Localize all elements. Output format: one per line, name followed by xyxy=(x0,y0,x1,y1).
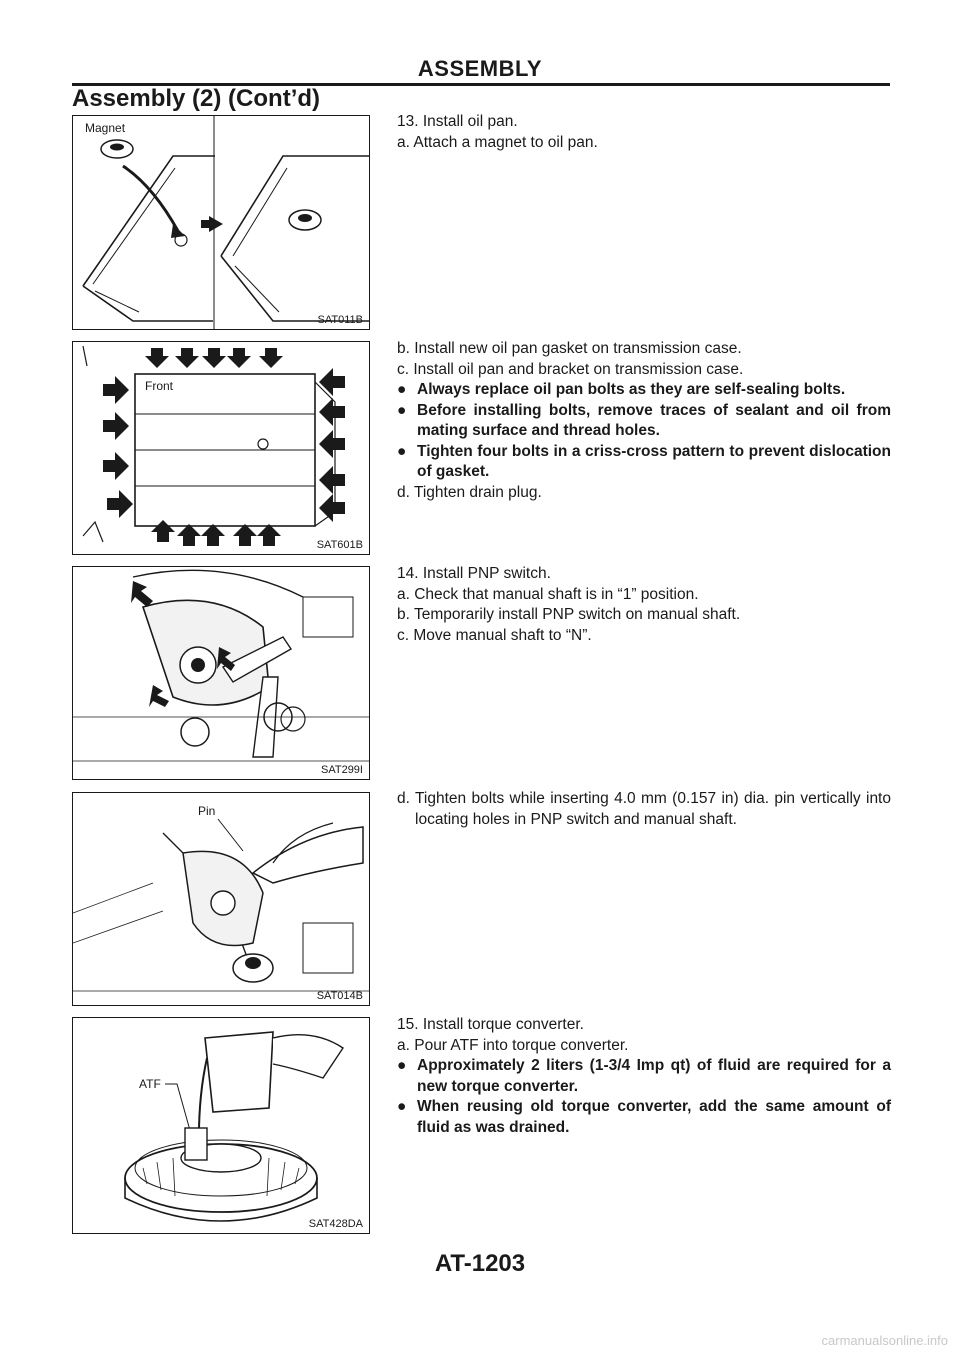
magnet-label: Magnet xyxy=(85,121,126,135)
step-14d-text xyxy=(397,789,891,830)
bullet-text: Tighten four bolts in a criss-cross pattern to prevent dislocation of gasket. xyxy=(417,442,891,480)
pin-label: Pin xyxy=(198,804,216,818)
step-15-text xyxy=(397,1015,891,1138)
bullet-icon: ● xyxy=(397,381,407,398)
text-line: 15. Install torque converter. xyxy=(397,1016,584,1033)
bullet-icon: ● xyxy=(397,1098,407,1115)
bullet-item xyxy=(397,1056,891,1097)
page-number: AT-1203 xyxy=(434,1250,526,1277)
figure-code: SAT014B xyxy=(316,990,363,1002)
text-line: b. Install new oil pan gasket on transmission case. xyxy=(397,340,742,357)
section-title: Assembly (2) (Cont’d) xyxy=(72,85,321,112)
figure-code: SAT299I xyxy=(321,764,363,776)
figure-pnp-switch xyxy=(72,566,370,780)
bullet-item xyxy=(397,380,891,401)
text-line: 13. Install oil pan. xyxy=(397,113,518,130)
bullet-text: When reusing old torque converter, add the same amount of fluid as was drained. xyxy=(417,1098,891,1136)
bullet-text: Approximately 2 liters (1-3/4 Imp qt) of fluid are required for a new torque converter. xyxy=(417,1057,891,1095)
text-line: c. Move manual shaft to “N”. xyxy=(397,626,592,644)
figure-code: SAT601B xyxy=(316,539,363,551)
figure-code: SAT428DA xyxy=(308,1218,363,1230)
torque-converter-illustration xyxy=(73,1018,370,1234)
text-line: d. Tighten bolts while inserting 4.0 mm (0.157 in) dia. pin vertically into locating holes in PNP switch and manual shaft. xyxy=(397,790,891,828)
bullet-item xyxy=(397,1097,891,1138)
text-line: 14. Install PNP switch. xyxy=(397,565,551,582)
text-line: b. Temporarily install PNP switch on manual shaft. xyxy=(397,606,741,623)
figure-oil-pan-magnet xyxy=(72,115,370,330)
pnp-switch-illustration xyxy=(73,567,370,780)
bullet-text: Before installing bolts, remove traces of sealant and oil from mating surface and thread holes. xyxy=(417,401,891,439)
step-14-text xyxy=(397,564,891,646)
figure-oil-pan-bolts xyxy=(72,341,370,555)
bullet-text: Always replace oil pan bolts as they are self-sealing bolts. xyxy=(417,381,846,398)
bullet-icon: ● xyxy=(397,401,407,419)
step-13bcd-text xyxy=(397,339,891,503)
text-line: a. Pour ATF into torque converter. xyxy=(397,1036,629,1054)
page-header-title: ASSEMBLY xyxy=(417,56,543,81)
step-13-text xyxy=(397,112,891,153)
bullet-icon: ● xyxy=(397,442,407,460)
text-line: a. Attach a magnet to oil pan. xyxy=(397,133,598,151)
text-line: c. Install oil pan and bracket on transmission case. xyxy=(397,360,744,378)
bullet-item xyxy=(397,401,891,442)
bullet-icon: ● xyxy=(397,1057,407,1074)
bullet-item xyxy=(397,442,891,483)
figure-code: SAT011B xyxy=(317,314,363,326)
atf-label: ATF xyxy=(139,1077,161,1091)
figure-pin-insertion xyxy=(72,792,370,1006)
watermark: carmanualsonline.info xyxy=(821,1333,948,1348)
text-line: d. Tighten drain plug. xyxy=(397,483,542,501)
oil-pan-bolts-illustration xyxy=(73,342,370,555)
pin-insertion-illustration xyxy=(73,793,370,1006)
front-label: Front xyxy=(145,379,174,393)
text-line: a. Check that manual shaft is in “1” position. xyxy=(397,585,699,603)
figure-torque-converter xyxy=(72,1017,370,1234)
oil-pan-magnet-illustration xyxy=(73,116,370,330)
